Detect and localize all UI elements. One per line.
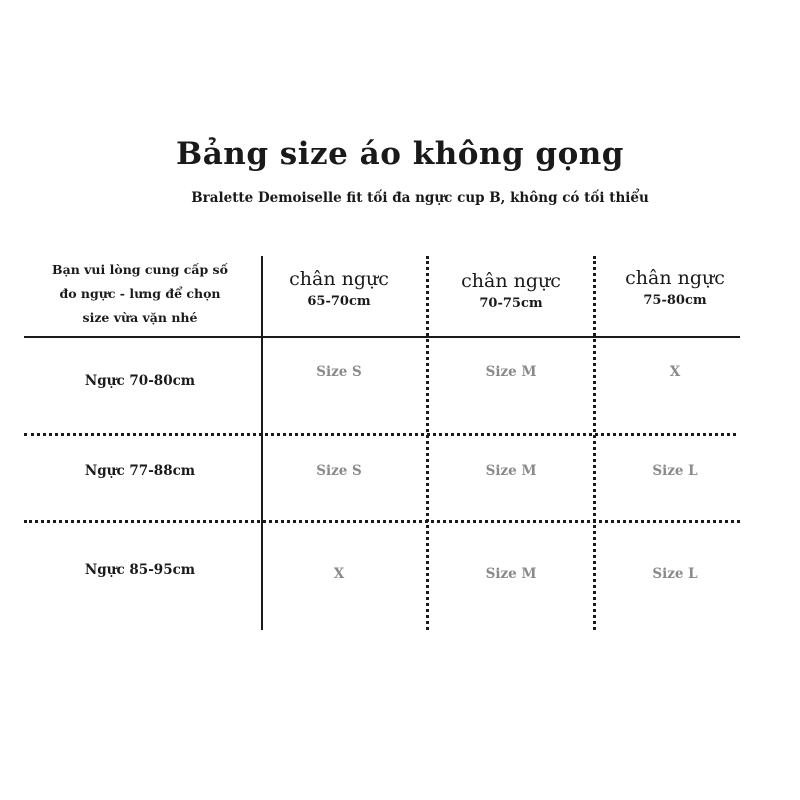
- size-cell: Size L: [652, 463, 698, 479]
- size-cell: Size M: [485, 364, 537, 380]
- intro-line: đo ngực - lưng để chọn: [59, 286, 221, 301]
- page-subtitle: Bralette Demoiselle fit tối đa ngực cup B, không có tối thiểu: [191, 190, 649, 206]
- column-header-3: [600, 267, 750, 308]
- size-cell: Size M: [485, 463, 537, 479]
- size-cell: X: [669, 364, 681, 380]
- vertical-divider-solid: [261, 256, 263, 630]
- column-header-name: chân ngực: [289, 268, 389, 290]
- size-cell: Size S: [316, 364, 362, 380]
- size-cell: Size L: [652, 566, 698, 582]
- column-header-range: 70-75cm: [479, 296, 543, 311]
- vertical-divider-dotted: [593, 256, 596, 630]
- vertical-divider-dotted: [426, 256, 429, 630]
- intro-line: Bạn vui lòng cung cấp số: [52, 262, 228, 277]
- header-divider: [24, 336, 740, 338]
- size-cell: Size M: [485, 566, 537, 582]
- row-divider: [24, 433, 736, 436]
- size-cell: Size S: [316, 463, 362, 479]
- row-divider: [24, 520, 740, 523]
- column-header-name: chân ngực: [625, 267, 725, 289]
- column-header-range: 65-70cm: [307, 294, 371, 309]
- intro-line: size vừa vặn nhé: [82, 310, 198, 325]
- size-cell: X: [333, 566, 345, 582]
- row-label: Ngực 85-95cm: [84, 562, 196, 578]
- page-title: Bảng size áo không gọng: [176, 136, 624, 172]
- column-header-name: chân ngực: [461, 270, 561, 292]
- row-label: Ngực 77-88cm: [84, 463, 196, 479]
- row-label: Ngực 70-80cm: [84, 373, 196, 389]
- column-header-2: [436, 270, 586, 311]
- intro-text: [28, 258, 252, 330]
- column-header-1: [264, 268, 414, 309]
- column-header-range: 75-80cm: [643, 293, 707, 308]
